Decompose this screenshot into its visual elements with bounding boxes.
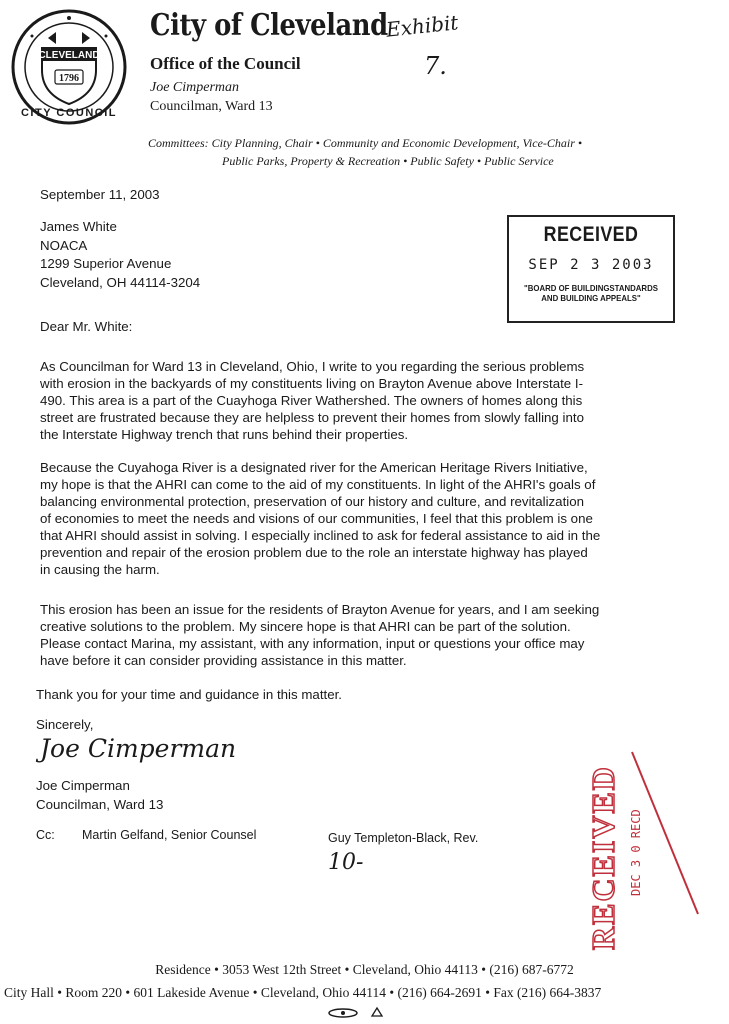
city-council-seal [10,8,128,126]
paragraph-line: of economies to meet the needs and visions of our communities, I feel that this problem is one [40,511,593,526]
seal-top-text: CLEVELAND [38,50,100,61]
red-stamp-text: RECEIVED [585,765,621,950]
paragraph-line: balancing environmental protection, preservation of our history and culture, and revitalization [40,494,585,509]
red-received-stamp [540,750,710,960]
recipient-line: James White [40,219,117,234]
paragraph-line: Because the Cuyahoga River is a designated river for the American Heritage Rivers Initiative, [40,460,588,475]
cc-recipient: Guy Templeton-Black, Rev. [328,831,479,845]
page-note-annotation: 10- [328,850,364,875]
paragraph-line: prevention and repair of the erosion problem due to the role an interstate highway has played [40,545,588,560]
received-stamp [507,215,675,323]
paragraph-line: street are frustrated because they are helpless to prevent their homes from slowly falling into [40,410,584,425]
committees-line-1: Committees: City Planning, Chair • Community and Economic Development, Vice-Chair • [148,136,583,150]
salutation: Dear Mr. White: [40,319,133,334]
city-title: City of Cleveland [150,8,388,43]
paragraph-line: Please contact Marina, my assistant, with any information, input or questions your office may [40,636,585,651]
paragraph-line: that AHRI should assist in solving. I especially inclined to ask for federal assistance to aid in the [40,528,601,543]
seal-star-icons [31,16,108,44]
paragraph-line: with erosion in the backyards of my constituents living on Brayton Avenue above Interstate I- [40,376,584,391]
sender-name: Joe Cimperman [36,778,130,793]
paragraph-line: This erosion has been an issue for the residents of Brayton Avenue for years, and I am seeking [40,602,600,617]
recipient-line: Cleveland, OH 44114-3204 [40,274,201,290]
committees-line-2: Public Parks, Property & Recreation • Public Safety • Public Service [222,154,554,168]
received-stamp-title: RECEIVED [543,223,639,246]
cc-label: Cc: [36,828,55,842]
recipient-line: NOACA [40,237,88,253]
councilman-name: Joe Cimperman [150,80,240,95]
red-stamp-date: DEC 3 0 RECD [629,809,643,896]
paragraph [36,686,720,703]
paragraph-line: have before it can consider providing assistance in this matter. [40,653,407,668]
seal-year: 1796 [59,73,79,84]
cc-recipient: Martin Gelfand, Senior Counsel [82,828,257,842]
received-stamp-date: SEP 2 3 2003 [528,257,654,273]
handwritten-signature: Joe Cimperman [40,734,237,763]
union-bug-recycle-icon [325,1006,395,1020]
paragraph-line: 490. This area is a part of the Cuayhoga River Wathershed. The owners of homes along this [40,393,583,408]
sender-title: Councilman, Ward 13 [36,797,164,812]
office-name: Office of the Council [150,54,301,73]
received-stamp-department: "BOARD OF BUILDINGSTANDARDS AND BUILDING APPEALS" [524,283,658,303]
paragraph [40,459,724,578]
recipient-line: 1299 Superior Avenue [40,256,172,271]
paragraph [40,358,724,443]
exhibit-annotation: Exhibit [384,10,460,42]
paragraph [40,601,724,669]
paragraph-line: As Councilman for Ward 13 in Cleveland, Ohio, I write to you regarding the serious problems [40,359,585,374]
footer-residence: Residence • 3053 West 12th Street • Cleveland, Ohio 44113 • (216) 687-6772 [155,962,574,977]
councilman-ward: Councilman, Ward 13 [150,99,273,114]
paragraph-line: Thank you for your time and guidance in this matter. [36,687,342,702]
letter-date: September 11, 2003 [40,187,160,202]
paragraph-line: creative solutions to the problem. My sincere hope is that AHRI can be part of the solution. [40,619,571,634]
closing: Sincerely, [36,717,94,732]
footer-city-hall: City Hall • Room 220 • 601 Lakeside Avenue • Cleveland, Ohio 44114 • (216) 664-2691 • Fax (216) 664-3837 [4,985,602,1000]
paragraph-line: the Interstate Highway trench that runs behind their properties. [40,427,409,442]
paragraph-line: my hope is that the AHRI can come to the aid of my constituents. In light of the AHRI's goals of [40,477,596,492]
paragraph-line: in causing the harm. [40,562,160,577]
exhibit-number: 7. [424,52,447,80]
seal-bottom-text: CITY COUNCIL [20,107,118,119]
recipient-address [40,218,200,292]
